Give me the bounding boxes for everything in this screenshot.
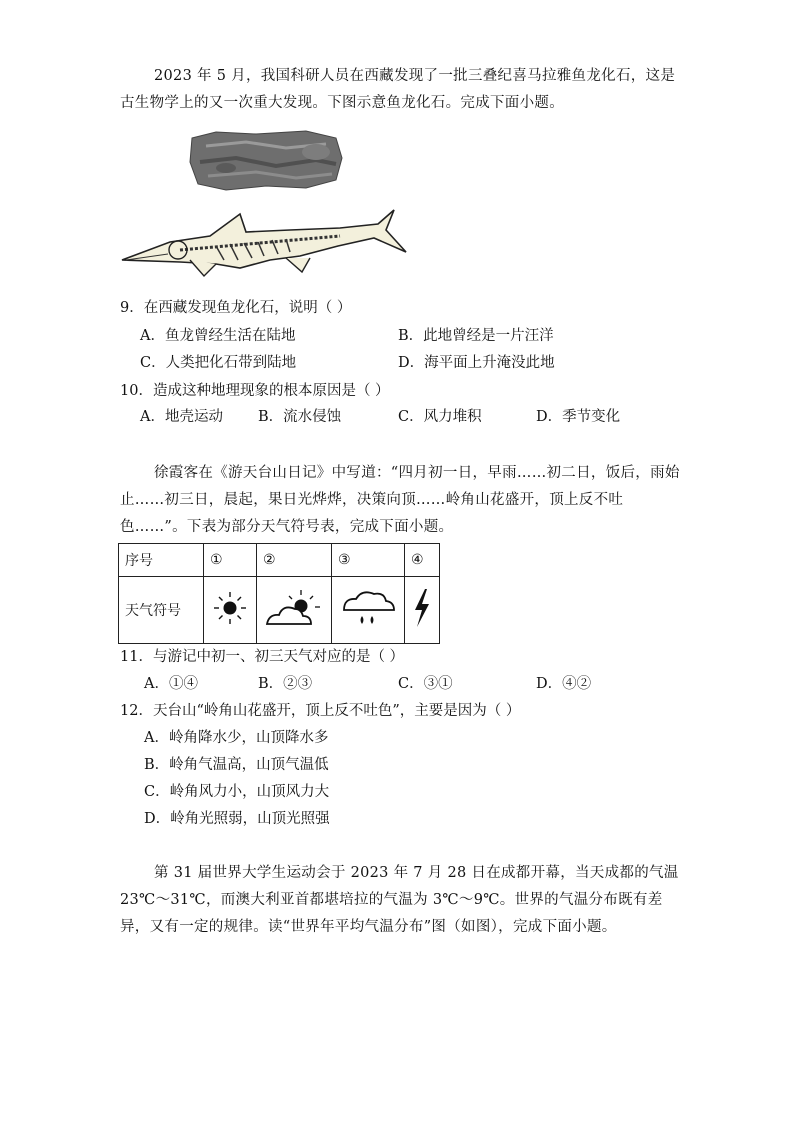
q11-option-b[interactable]: B．②③	[258, 676, 313, 692]
lightning-icon	[411, 586, 433, 630]
intro-paragraph-fossil: 2023 年 5 月，我国科研人员在西藏发现了一批三叠纪喜马拉雅鱼龙化石，这是古生物学上的又一次重大发现。下图示意鱼龙化石。完成下面小题。	[120, 68, 676, 111]
ichthyosaur-skeleton-image	[120, 198, 410, 280]
cloud-rain-icon	[338, 586, 398, 630]
q12-option-a[interactable]: A．岭角降水少，山顶降水多	[144, 730, 329, 746]
q10-option-d[interactable]: D．季节变化	[536, 409, 621, 425]
q10-option-c[interactable]: C．风力堆积	[398, 409, 482, 425]
question-9-stem: 9．在西藏发现鱼龙化石，说明（ ）	[120, 300, 352, 316]
table-header-label: 序号	[119, 544, 204, 577]
question-12-stem: 12．天台山“岭角山花盛开，顶上反不吐色”，主要是因为（ ）	[120, 703, 521, 719]
intro-paragraph-travel-diary: 徐霞客在《游天台山日记》中写道：“四月初一日，早雨……初二日，饭后，雨始止……初三日，晨起，果日光烨烨，决策向顶……岭角山花盛开，顶上反不吐色……”。下表为部分天气符号表，完成下面小题。	[120, 465, 680, 535]
q9-option-d[interactable]: D．海平面上升淹没此地	[398, 355, 555, 371]
sunny-cell	[204, 577, 257, 644]
table-col-1: ①	[204, 544, 257, 577]
intro-paragraph-universiade: 第 31 届世界大学生运动会于 2023 年 7 月 28 日在成都开幕，当天成都的气温 23℃～31℃，而澳大利亚首都堪培拉的气温为 3℃～9℃。世界的气温分布既有差异，又有一定的规律。读“世界年平均气温分布”图（如图），完成下面小题。	[120, 865, 679, 935]
q10-option-a[interactable]: A．地壳运动	[140, 409, 223, 425]
q11-option-c[interactable]: C．③①	[398, 676, 453, 692]
table-col-2: ②	[257, 544, 332, 577]
table-row-label: 天气符号	[119, 577, 204, 644]
q11-option-d[interactable]: D．④②	[536, 676, 592, 692]
q11-option-a[interactable]: A．①④	[144, 676, 198, 692]
partly-cloudy-icon	[263, 586, 325, 630]
q12-option-d[interactable]: D．岭角光照弱，山顶光照强	[144, 811, 330, 827]
q12-option-b[interactable]: B．岭角气温高，山顶气温低	[144, 757, 329, 773]
sunny-icon	[210, 586, 250, 630]
fossil-rock-image	[186, 128, 346, 192]
q12-option-c[interactable]: C．岭角风力小，山顶风力大	[144, 784, 330, 800]
partly-cloudy-cell	[257, 577, 332, 644]
question-11-stem: 11．与游记中初一、初三天气对应的是（ ）	[120, 649, 405, 665]
question-10-stem: 10．造成这种地理现象的根本原因是（ ）	[120, 383, 390, 399]
table-col-4: ④	[405, 544, 440, 577]
q9-option-c[interactable]: C．人类把化石带到陆地	[140, 355, 297, 371]
weather-symbol-table	[118, 543, 440, 644]
q9-option-a[interactable]: A．鱼龙曾经生活在陆地	[140, 328, 296, 344]
q10-option-b[interactable]: B．流水侵蚀	[258, 409, 342, 425]
lightning-cell	[405, 577, 440, 644]
cloud-rain-cell	[332, 577, 405, 644]
table-col-3: ③	[332, 544, 405, 577]
q9-option-b[interactable]: B．此地曾经是一片汪洋	[398, 328, 554, 344]
